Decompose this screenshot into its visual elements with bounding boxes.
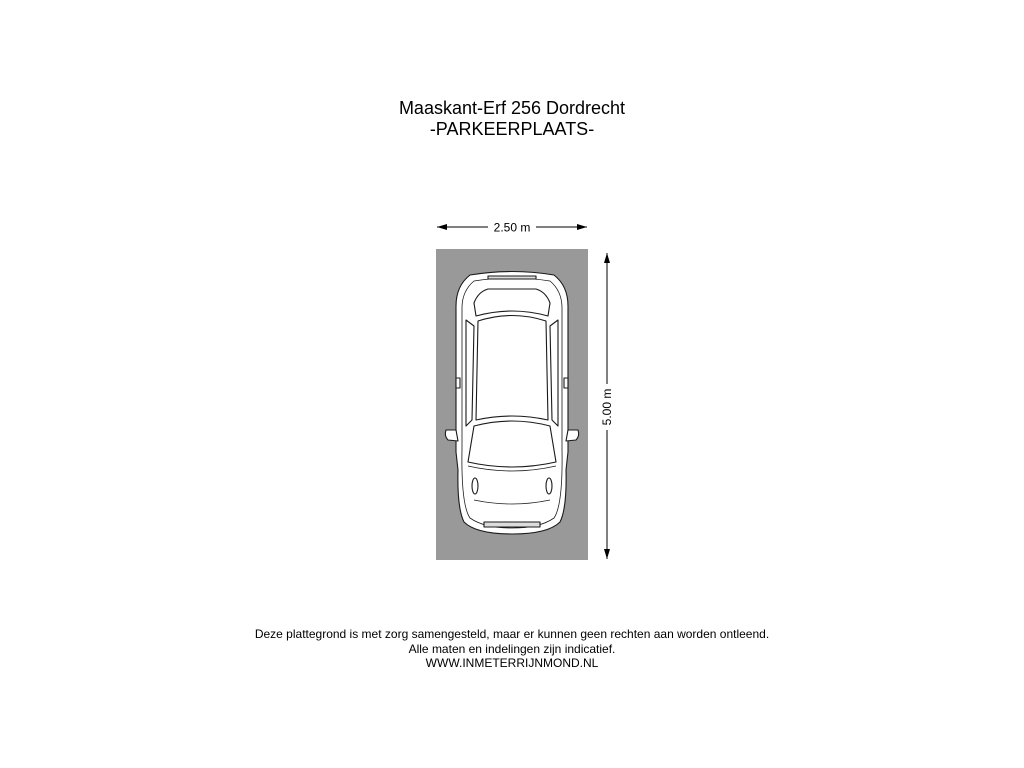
width-dimension (437, 221, 587, 235)
website-link[interactable]: WWW.INMETERRIJNMOND.NL (425, 656, 599, 670)
length-label: 5.00 m (600, 388, 614, 426)
width-label: 2.50 m (493, 220, 531, 235)
disclaimer-line-1: Deze plattegrond is met zorg samengesteld, maar er kunnen geen rechten aan worden ontleend. (254, 627, 770, 641)
room-label: -PARKEERPLAATS- (429, 119, 595, 139)
disclaimer (0, 627, 1024, 671)
car-top-view-icon (445, 272, 578, 535)
address-title: Maaskant-Erf 256 Dordrecht (398, 98, 626, 118)
disclaimer-line-2: Alle maten en indelingen zijn indicatief. (408, 641, 616, 656)
length-dimension (600, 253, 614, 559)
